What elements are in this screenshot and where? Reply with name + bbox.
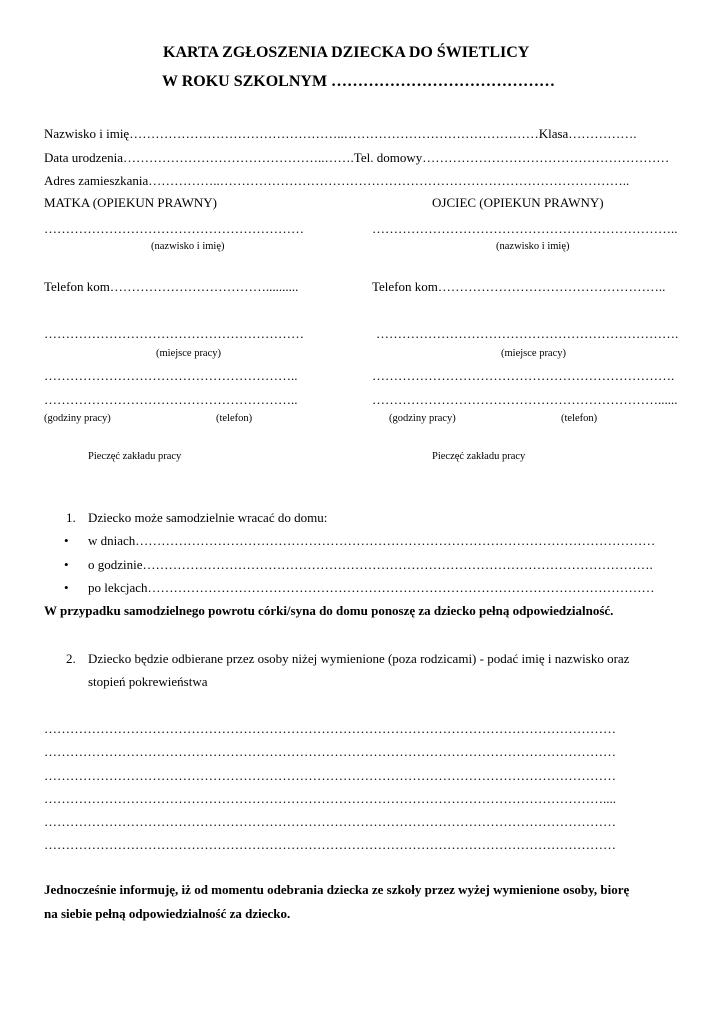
school-year-line[interactable]: W ROKU SZKOLNYM …………………………………… [162,73,556,90]
mother-workplace-caption: (miejsce pracy) [156,348,222,359]
father-heading: OJCIEC (OPIEKUN PRAWNY) [432,195,604,210]
father-hours-caption: (godziny pracy) [389,413,456,424]
father-phone-caption: (telefon) [561,413,598,424]
mother-workplace-line[interactable]: …………………………………………………… [44,326,304,341]
authorized-person-line[interactable]: ………………………………………………………………………………………………………………….... [44,791,616,806]
father-hours-line[interactable]: ……………………………………………………………. [372,368,675,383]
authorized-person-line[interactable]: …………………………………………………………………………………………………………………… [44,768,616,783]
section-1-text: Dziecko może samodzielnie wracać do domu: [88,510,328,525]
bullet-icon: • [64,580,69,595]
bullet-icon: • [64,533,69,548]
child-name-field[interactable]: Nazwisko i imię…………………………………………..………………………………………Klasa……………. [44,126,637,141]
father-name-caption: (nazwisko i imię) [496,241,570,252]
section-1-number: 1. [66,510,76,525]
mother-stamp-label: Pieczęć zakładu pracy [88,451,182,462]
mother-heading: MATKA (OPIEKUN PRAWNY) [44,195,218,210]
responsibility-statement-line2: na siebie pełną odpowiedzialność za dziecko. [44,906,291,921]
authorized-person-line[interactable]: …………………………………………………………………………………………………………………… [44,744,616,759]
responsibility-statement-line1: Jednocześnie informuję, iż od momentu odebrania dziecka ze szkoły przez wyżej wymienione osoby, biorę [44,882,630,897]
authorized-person-line[interactable]: …………………………………………………………………………………………………………………… [44,814,616,829]
father-workplace-line[interactable]: ……………………………………………………………. [376,326,679,341]
child-dob-phone-field[interactable]: Data urodzenia………………………………………..…….Tel. domowy………………………………………………… [44,150,670,165]
mother-phone-field[interactable]: Telefon kom……………………………….......... [44,279,299,294]
mother-name-line[interactable]: …………………………………………………… [44,221,304,236]
hour-field[interactable]: o godzinie………………………………………………………………………………………………………. [88,557,653,572]
days-field[interactable]: w dniach………………………………………………………………………………………………………… [88,533,656,548]
bullet-icon: • [64,557,69,572]
mother-hours-caption: (godziny pracy) [44,413,111,424]
father-work-phone-line[interactable]: …………………………………………………………...... [372,392,678,407]
father-stamp-label: Pieczęć zakładu pracy [432,451,526,462]
section-2-number: 2. [66,651,76,666]
mother-hours-line[interactable]: ………………………………………………….. [44,368,298,383]
form-title: KARTA ZGŁOSZENIA DZIECKA DO ŚWIETLICY [163,44,530,61]
self-return-statement: W przypadku samodzielnego powrotu córki/syna do domu ponoszę za dziecko pełną odpowiedzialność. [44,603,614,618]
section-2-text-line1: Dziecko będzie odbierane przez osoby niżej wymienione (poza rodzicami) - podać imię i nazwisko oraz [88,651,630,666]
father-phone-field[interactable]: Telefon kom…………………………………………….. [372,279,666,294]
section-2-text-line2: stopień pokrewieństwa [88,674,208,689]
child-address-field[interactable]: Adres zamieszkania……………..………………………………………………………………………………….. [44,173,630,188]
mother-work-phone-line[interactable]: ………………………………………………….. [44,392,298,407]
father-workplace-caption: (miejsce pracy) [501,348,567,359]
authorized-person-line[interactable]: …………………………………………………………………………………………………………………… [44,721,616,736]
authorized-person-line[interactable]: …………………………………………………………………………………………………………………… [44,837,616,852]
mother-name-caption: (nazwisko i imię) [151,241,225,252]
mother-phone-caption: (telefon) [216,413,253,424]
father-name-line[interactable]: …………………………………………………………….. [372,221,678,236]
after-lessons-field[interactable]: po lekcjach……………………………………………………………………………………………………… [88,580,655,595]
